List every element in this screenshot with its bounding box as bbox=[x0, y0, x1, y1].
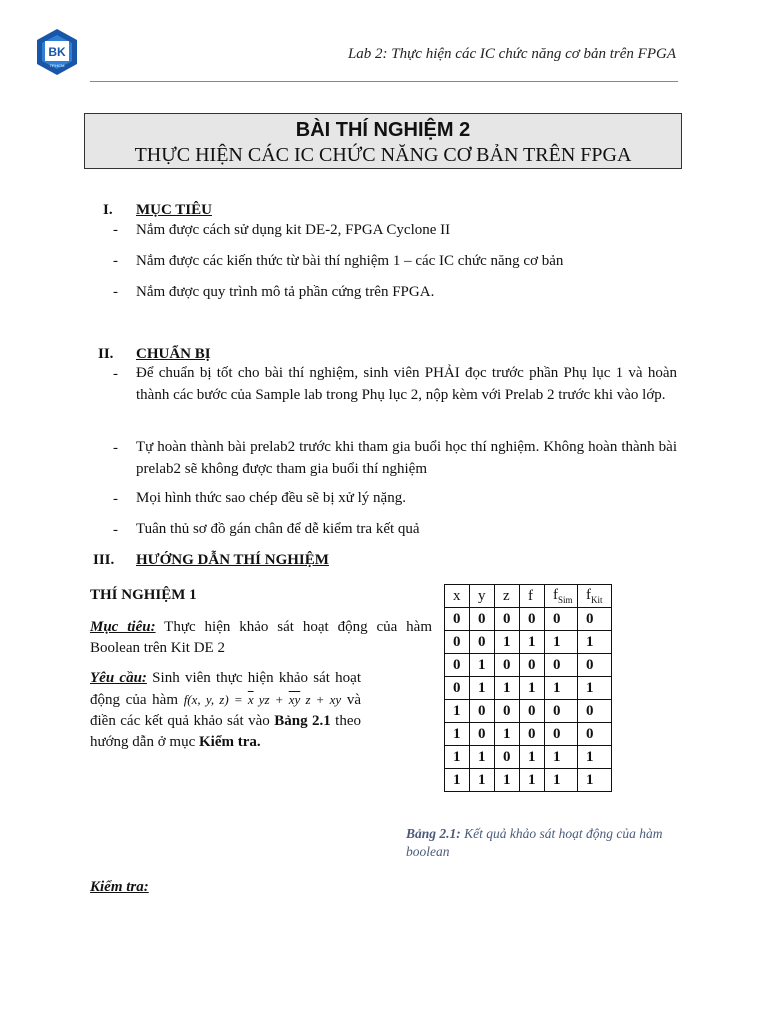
bullet-dash: - bbox=[113, 440, 118, 456]
table-cell: 1 bbox=[495, 723, 520, 746]
table-row bbox=[445, 654, 612, 677]
table-cell: 1 bbox=[470, 654, 495, 677]
caption-label: Bảng 2.1: bbox=[406, 826, 461, 841]
table-row bbox=[445, 700, 612, 723]
section-3-number: III. bbox=[93, 552, 115, 568]
table-cell: 1 bbox=[578, 677, 612, 700]
requirement-text-2: và điền các kết quả khảo sát vào bbox=[90, 692, 362, 729]
table-cell: 0 bbox=[495, 700, 520, 723]
caption-text: Kết quả khảo sát hoạt động của hàm boolean bbox=[406, 826, 663, 859]
table-cell: 1 bbox=[520, 746, 545, 769]
section-2-number: II. bbox=[98, 346, 114, 362]
table-cell: 0 bbox=[578, 700, 612, 723]
bullet-dash: - bbox=[113, 522, 118, 538]
list-item: Nắm được các kiến thức từ bài thí nghiệm 1 – các IC chức năng cơ bản bbox=[136, 253, 564, 269]
table-cell: 1 bbox=[578, 769, 612, 792]
section-1-title: MỤC TIÊU bbox=[136, 202, 212, 218]
table-cell: 0 bbox=[578, 654, 612, 677]
table-header-row bbox=[445, 585, 612, 608]
bullet-dash: - bbox=[113, 491, 118, 507]
list-item: Nắm được quy trình mô tả phần cứng trên FPGA. bbox=[136, 284, 435, 300]
table-cell: 1 bbox=[470, 746, 495, 769]
table-cell: 0 bbox=[445, 631, 470, 654]
requirement-text-3: theo hướng dẫn ở mục bbox=[90, 713, 361, 750]
header-title: Lab 2: Thực hiện các IC chức năng cơ bản trên FPGA bbox=[347, 46, 676, 62]
table-cell: 1 bbox=[470, 677, 495, 700]
experiment-goal bbox=[90, 617, 432, 659]
check-heading: Kiểm tra: bbox=[90, 879, 149, 895]
table-cell: 1 bbox=[445, 769, 470, 792]
header-divider bbox=[90, 81, 678, 82]
table-row bbox=[445, 769, 612, 792]
table-cell: 1 bbox=[578, 746, 612, 769]
table-cell: 1 bbox=[520, 769, 545, 792]
logo-text: BK bbox=[48, 45, 66, 59]
bullet-dash: - bbox=[113, 253, 118, 269]
table-cell: 1 bbox=[520, 677, 545, 700]
table-cell: 1 bbox=[470, 769, 495, 792]
section-2-title: CHUẨN BỊ bbox=[136, 346, 211, 362]
table-row bbox=[445, 677, 612, 700]
header-z: z bbox=[495, 585, 520, 608]
table-cell: 0 bbox=[495, 654, 520, 677]
table-cell: 1 bbox=[545, 746, 578, 769]
table-cell: 0 bbox=[495, 608, 520, 631]
bullet-dash: - bbox=[113, 222, 118, 238]
table-cell: 1 bbox=[445, 746, 470, 769]
table-cell: 0 bbox=[470, 631, 495, 654]
truth-table bbox=[444, 584, 612, 792]
table-cell: 1 bbox=[545, 769, 578, 792]
table-cell: 0 bbox=[578, 723, 612, 746]
requirement-label: Yêu cầu: bbox=[90, 670, 147, 686]
check-ref: Kiểm tra. bbox=[198, 734, 261, 750]
table-cell: 0 bbox=[545, 723, 578, 746]
table-cell: 1 bbox=[445, 723, 470, 746]
logo-subtext: TP.HCM bbox=[49, 63, 65, 68]
table-cell: 1 bbox=[545, 631, 578, 654]
section-3-title: HƯỚNG DẪN THÍ NGHIỆM bbox=[136, 552, 329, 568]
table-cell: 0 bbox=[470, 723, 495, 746]
list-item: Tuân thủ sơ đồ gán chân để dễ kiểm tra kết quả bbox=[136, 521, 420, 537]
bullet-dash: - bbox=[113, 366, 118, 382]
table-cell: 1 bbox=[520, 631, 545, 654]
lab-title: BÀI THÍ NGHIỆM 2 bbox=[295, 119, 471, 141]
section-1-number: I. bbox=[103, 202, 113, 218]
table-cell: 0 bbox=[520, 723, 545, 746]
table-cell: 0 bbox=[520, 700, 545, 723]
table-cell: 1 bbox=[578, 631, 612, 654]
list-item: Tự hoàn thành bài prelab2 trước khi tham gia buổi học thí nghiệm. Không hoàn thành bài prelab2 sẽ không được tham gia buổi thí nghiệm bbox=[136, 439, 677, 477]
table-cell: 1 bbox=[545, 677, 578, 700]
table-cell: 0 bbox=[495, 746, 520, 769]
table-cell: 1 bbox=[495, 631, 520, 654]
table-cell: 0 bbox=[445, 608, 470, 631]
header-y: y bbox=[470, 585, 495, 608]
header-x: x bbox=[445, 585, 470, 608]
experiment-title: THÍ NGHIỆM 1 bbox=[90, 587, 197, 603]
header-f-sim: $f_{Sim}$ bbox=[545, 585, 578, 608]
table-cell: 0 bbox=[545, 654, 578, 677]
table-cell: 0 bbox=[545, 608, 578, 631]
table-ref: Bảng 2.1 bbox=[274, 713, 331, 729]
lab-subtitle: THỰC HIỆN CÁC IC CHỨC NĂNG CƠ BẢN TRÊN FPGA bbox=[134, 144, 632, 166]
goal-label: Mục tiêu: bbox=[90, 619, 156, 635]
table-row bbox=[445, 723, 612, 746]
table-cell: 1 bbox=[495, 769, 520, 792]
list-item: Để chuẩn bị tốt cho bài thí nghiệm, sinh viên PHẢI đọc trước phần Phụ lục 1 và hoàn thành các bước của Sample lab trong Phụ lục 2, nộp kèm với Prelab 2 trước khi vào lớp. bbox=[136, 365, 677, 403]
table-cell: 0 bbox=[470, 700, 495, 723]
table-cell: 0 bbox=[445, 654, 470, 677]
requirement-text: Sinh viên thực hiện khảo sát hoạt động của hàm bbox=[90, 670, 361, 708]
table-row bbox=[445, 608, 612, 631]
table-row bbox=[445, 631, 612, 654]
table-caption bbox=[406, 825, 666, 861]
table-cell: 0 bbox=[520, 608, 545, 631]
bk-logo bbox=[32, 27, 82, 77]
table-cell: 0 bbox=[520, 654, 545, 677]
title-box bbox=[84, 113, 682, 169]
table-cell: 1 bbox=[445, 700, 470, 723]
header-f: f bbox=[520, 585, 545, 608]
table-cell: 0 bbox=[578, 608, 612, 631]
table-cell: 0 bbox=[470, 608, 495, 631]
boolean-formula: f(x, y, $z) = \overline{x}$ yz + $\overline{xy}$ z + xy bbox=[183, 692, 342, 707]
table-cell: 1 bbox=[495, 677, 520, 700]
header-f-kit: $f_{Kit}$ bbox=[578, 585, 612, 608]
table-cell: 0 bbox=[445, 677, 470, 700]
experiment-requirement bbox=[90, 668, 361, 753]
table-cell: 0 bbox=[545, 700, 578, 723]
table-row bbox=[445, 746, 612, 769]
list-item: Nắm được cách sử dụng kit DE-2, FPGA Cyclone II bbox=[136, 222, 451, 238]
list-item: Mọi hình thức sao chép đều sẽ bị xử lý nặng. bbox=[136, 490, 406, 506]
bullet-dash: - bbox=[113, 284, 118, 300]
goal-text: Thực hiện khảo sát hoạt động của hàm Boolean trên Kit DE 2 bbox=[90, 619, 432, 656]
